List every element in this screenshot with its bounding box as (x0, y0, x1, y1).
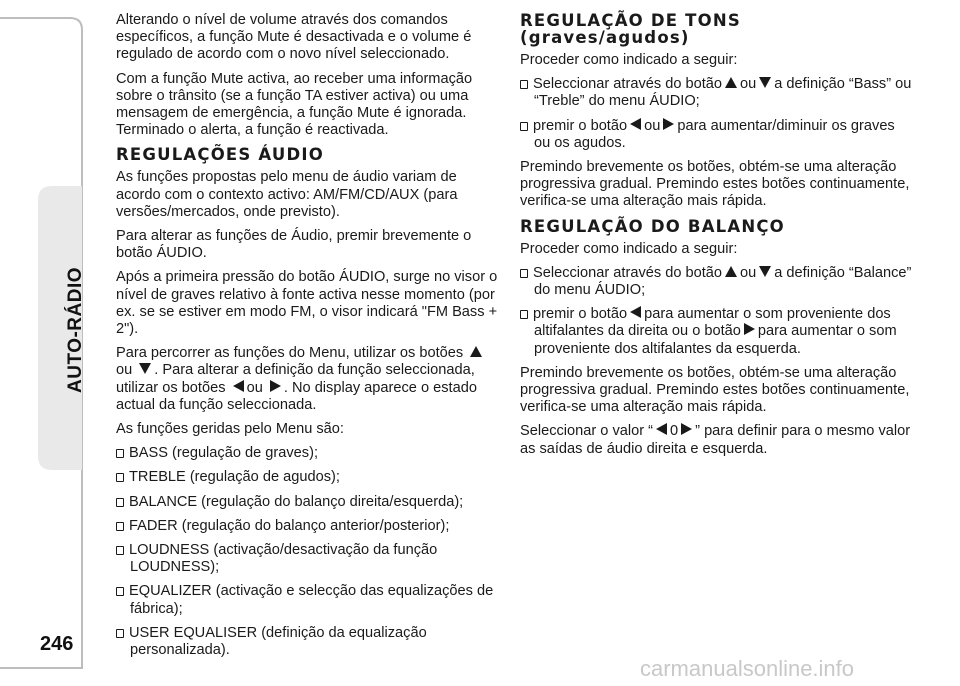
paragraph: Com a função Mute activa, ao receber uma informação sobre o trânsito (se a função TA estiver activa) ou uma mensagem de emergência, a função Mute é ignorada. Terminado o alerta, a função é reactivada. (116, 70, 473, 139)
arrow-up-icon (470, 346, 482, 357)
heading-regulacao-de-tons (520, 12, 912, 46)
list-item (116, 583, 500, 617)
text: ” para definir para o mesmo valor as saídas de áudio direita e esquerda. (520, 423, 911, 457)
list-item (116, 494, 500, 511)
checkbox-bullet-icon (116, 449, 124, 458)
text: Seleccionar através do botão (533, 76, 723, 93)
page-number: 246 (40, 633, 74, 655)
text: Para percorrer as funções do Menu, utilizar os botões (116, 345, 464, 362)
left-column (116, 12, 500, 666)
paragraph: Proceder como indicado a seguir: (520, 240, 738, 257)
arrow-down-icon (759, 266, 771, 277)
list-item (116, 445, 500, 462)
list-item (520, 76, 912, 110)
list-item-text: EQUALIZER (activação e selecção das equalizações de fábrica); (129, 583, 494, 617)
arrow-right-icon (681, 423, 692, 435)
text: para aumentar o som proveniente dos altifalantes da esquerda. (534, 323, 897, 357)
heading-regulacao-do-balanco: REGULAÇÃO DO BALANÇO (520, 216, 785, 236)
list-item (116, 625, 500, 659)
text: 0 (670, 423, 679, 440)
text: para aumentar/diminuir os graves ou os agudos. (534, 117, 895, 151)
checkbox-bullet-icon (116, 629, 124, 638)
heading-line: REGULAÇÃO DE TONS (520, 11, 741, 30)
paragraph-zero-value (520, 423, 912, 457)
heading-line: (graves/agudos) (520, 28, 690, 47)
text: ou (740, 264, 757, 281)
arrow-right-icon (744, 323, 755, 335)
watermark: carmanualsonline.info (640, 656, 855, 681)
text: a definição “Balance” do menu ÁUDIO; (534, 264, 912, 299)
sidebar (0, 0, 100, 686)
paragraph: Proceder como indicado a seguir: (520, 52, 738, 68)
list-item-text: FADER (regulação do balanço anterior/posterior); (129, 517, 450, 534)
arrow-left-icon (233, 380, 244, 392)
arrow-right-icon (270, 380, 281, 392)
arrow-up-icon (725, 77, 737, 88)
paragraph: Premindo brevemente os botões, obtém-se uma alteração progressiva gradual. Premindo estes botões continuamente, verifica-se uma alteração mais rápida. (520, 159, 910, 210)
text: ou (246, 379, 263, 396)
arrow-left-icon (656, 423, 667, 435)
text: ou (116, 362, 133, 379)
list-item (520, 306, 912, 358)
text: para aumentar o som proveniente dos altifalantes da direita ou o botão (534, 306, 891, 340)
checkbox-bullet-icon (520, 269, 528, 278)
right-column (520, 12, 912, 465)
arrow-up-icon (725, 266, 737, 277)
arrow-down-icon (759, 77, 771, 88)
paragraph: Após a primeira pressão do botão ÁUDIO, surge no visor o nível de graves relativo à fonte activa nesse momento (por ex. se se estiver em modo FM, o visor indicará "FM Bass + 2"). (116, 269, 498, 338)
checkbox-bullet-icon (116, 546, 124, 555)
checkbox-bullet-icon (116, 587, 124, 596)
paragraph: As funções geridas pelo Menu são: (116, 421, 344, 438)
checkbox-bullet-icon (520, 80, 528, 89)
list-item-text: USER EQUALISER (definição da equalização personalizada). (129, 624, 427, 659)
list-item (520, 118, 912, 152)
list-item-text: LOUDNESS (activação/desactivação da função LOUDNESS); (129, 542, 438, 576)
text: . Para alterar a definição da função seleccionada, utilizar os botões (116, 362, 475, 396)
paragraph: Para alterar as funções de Áudio, premir brevemente o botão ÁUDIO. (116, 228, 472, 262)
list-item (116, 542, 500, 576)
list-item-text: BASS (regulação de graves); (129, 445, 319, 462)
text: Seleccionar o valor “ (520, 423, 654, 440)
paragraph-navigation (116, 345, 500, 414)
text: a definição “Bass” ou “Treble” do menu ÁUDIO; (534, 76, 912, 110)
text: ou (644, 117, 661, 134)
paragraph: Alterando o nível de volume através dos comandos específicos, a função Mute é desactivada e o volume é regulado de acordo com o novo nível seleccionado. (116, 12, 472, 63)
checkbox-bullet-icon (520, 310, 528, 319)
checkbox-bullet-icon (116, 498, 124, 507)
checkbox-bullet-icon (116, 473, 124, 482)
text: ou (740, 76, 757, 93)
arrow-right-icon (663, 118, 674, 130)
text: premir o botão (533, 117, 628, 134)
text: . No display aparece o estado actual da função seleccionada. (116, 379, 477, 413)
text: Seleccionar através do botão (533, 264, 723, 281)
heading-regulacoes-audio: REGULAÇÕES ÁUDIO (116, 145, 324, 165)
list-item (116, 469, 500, 486)
list-item (116, 518, 500, 535)
list-item-text: BALANCE (regulação do balanço direita/esquerda); (129, 493, 464, 510)
paragraph: Premindo brevemente os botões, obtém-se uma alteração progressiva gradual. Premindo estes botões continuamente, verifica-se uma alteração mais rápida. (520, 364, 910, 416)
arrow-down-icon (139, 363, 151, 374)
paragraph: As funções propostas pelo menu de áudio variam de acordo com o contexto activo: AM/FM/CD/AUX (para versões/mercados, onde previsto). (116, 169, 458, 220)
list-item (520, 265, 912, 299)
text: premir o botão (533, 306, 628, 323)
arrow-left-icon (630, 118, 641, 130)
section-tab-label: AUTO-RÁDIO (65, 266, 86, 394)
arrow-left-icon (630, 306, 641, 318)
list-item-text: TREBLE (regulação de agudos); (129, 469, 340, 486)
checkbox-bullet-icon (116, 522, 124, 531)
checkbox-bullet-icon (520, 122, 528, 131)
